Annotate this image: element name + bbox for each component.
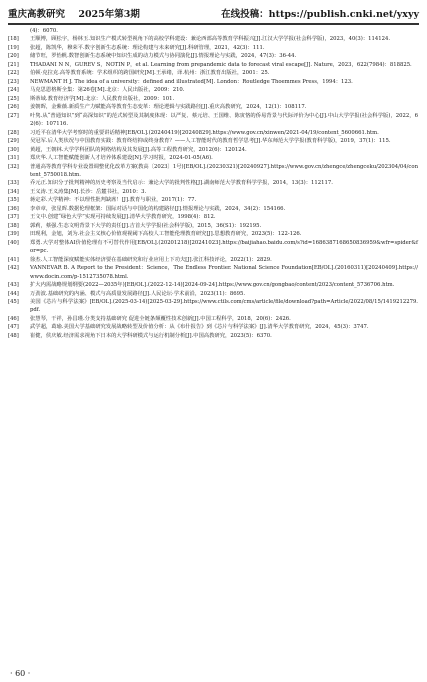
- reference-item: [8, 35, 418, 43]
- reference-item: [8, 256, 418, 264]
- reference-number: [45]: [8, 299, 19, 305]
- reference-number: [38]: [8, 222, 19, 229]
- reference-text: 储节旺，罗怡帆.数智创新生态系统中知识生成的动力模式与协同演化[J].情报理论与实践，2024，47(3)：36-44.: [30, 53, 297, 60]
- issue-label: 2025年第3期: [78, 9, 140, 20]
- reference-number: [29]: [8, 138, 19, 145]
- reference-text: THADANI N N，GUREV S，NOTIN P，et al. Learning from prepandemic data to forecast viral escape[J]. Nature，2023，622(7984)：818825.: [30, 61, 412, 68]
- reference-text: 扩大内需战略规划纲要(2022—2035年)[EB/OL].(2022-12-14)[2024-09-24].https://www.gov.cn/gongbao/content/2023/content_5736706.htm.: [30, 282, 395, 289]
- reference-item: [8, 264, 418, 281]
- page-number: · 60 ·: [10, 669, 31, 678]
- reference-text: 蒋定彩.大学精神：不以理性批判缺席！[J].教育与职业，2017(1)：77.: [30, 197, 197, 204]
- reference-item: [8, 298, 418, 315]
- reference-item: [8, 52, 418, 60]
- reference-text: 李章章，张星晖.数据伦理框架：国际对话与中国化的构建路径[J].情报理论与实践，2024，34(2)：154166.: [30, 205, 286, 212]
- reference-number: [41]: [8, 256, 19, 263]
- reference-number: [48]: [8, 332, 19, 339]
- reference-text: 郑勇.大学对整体AI价值伦理有不可替代作用[EB/OL].(20201218)[20241023].https://baijiahao.baidu.com/s?id=1686387168650836959&wfr=spider&for=pc.: [30, 239, 418, 255]
- reference-item: [8, 95, 418, 103]
- reference-text: 张慧琴，干祥，孙昌瑾.分类支持基础研究 促进全链条颠覆性技术创新[J].中国工程科学，2018，20(6)：2426.: [30, 315, 291, 322]
- reference-item: [8, 78, 418, 86]
- reference-text: 万劲波.基础研究的内涵、模式与高质量发展路径[J].人民论坛·学术前沿，2023(11)：8695.: [30, 290, 246, 297]
- reference-item: [8, 188, 418, 196]
- reference-text: 斯蒂域.教育经济学[M].北京：人民教育出版社，2009：101.: [30, 95, 175, 102]
- reference-number: [21]: [8, 61, 19, 68]
- reference-text: 郑庆华.人工智能赋能创新人才培养体系建设[N].学习时报，2024-01-05(A6).: [30, 155, 213, 162]
- reference-item: [8, 163, 418, 180]
- reference-list: [8, 27, 418, 340]
- reference-text: 王文中.创建“绿色大学”实现可持续发展[J].清华大学教育研究，1998(4)：812.: [30, 214, 216, 221]
- running-header: [8, 6, 419, 20]
- reference-item: [8, 86, 418, 94]
- reference-number: [25]: [8, 95, 19, 102]
- reference-number: [28]: [8, 129, 19, 136]
- reference-number: [44]: [8, 290, 19, 297]
- header-rule: [8, 23, 419, 25]
- reference-item: [8, 239, 418, 256]
- reference-number: [46]: [8, 315, 19, 322]
- reference-item: [8, 315, 418, 323]
- reference-number: [20]: [8, 53, 19, 60]
- reference-item: [8, 103, 418, 111]
- reference-number: [39]: [8, 231, 19, 238]
- journal-name: 重庆高教研究: [8, 9, 66, 20]
- reference-number: [36]: [8, 205, 19, 212]
- reference-number: [18]: [8, 36, 19, 43]
- reference-text: 姜朝晖，金紫薇.新质生产力赋能高等教育生态变革：理论逻辑与实践路径[J].重庆高教研究，2024，12(1)：108117.: [30, 104, 307, 111]
- reference-item: [8, 112, 418, 129]
- reference-number: [26]: [8, 104, 19, 111]
- reference-number: [37]: [8, 214, 19, 221]
- reference-text: 伯顿·克拉克.高等教育系统：学术组织的跨国研究[M].王承绪，译.杭州：浙江教育出版社，2001：25.: [30, 70, 270, 77]
- reference-number: [43]: [8, 282, 19, 289]
- reference-text: VANNEVAR B. A Report to the President：Science，The Endless Frontier. National Science Foundation[EB/OL].(20160311)[20240409].https://www.docin.com/p-1512735078.html.: [30, 265, 418, 280]
- reference-item: [8, 27, 418, 35]
- reference-number: [30]: [8, 146, 19, 153]
- reference-text: 田现利，金旭，刘为.社会主义核心价值观视阈下高校人工智能伦理教育研究[J].思想教育研究，2023(5)：122-126.: [30, 231, 302, 238]
- reference-number: [24]: [8, 87, 19, 94]
- reference-text: 马克思恩格斯全集：第26卷[M].北京：人民出版社，2009：210.: [30, 87, 185, 94]
- reference-text: NEWMANT H J. The idea of a university：defined and illustrated[M]. London：Routledge Thoemmes Press，1994：123.: [30, 78, 353, 85]
- reference-text: 王义涛.王义涛集[M].长沙：岳麓书社，2010：3.: [30, 188, 147, 195]
- reference-item: [8, 137, 418, 145]
- reference-text: 叶隽.从“普通知识”到“高深知识”的范式转型及其制度体现：以严复、蔡元培、王国维、陈寅恪的侨易背景与代际评价为中心[J].中山大学学报(社会科学版)，2022，62(6)：107116.: [30, 112, 418, 128]
- reference-text: 徐杰.人工智能深度赋能实体经济要在基础研究和行业应用上下功夫[J].张江科技评论，2022(1)：2829.: [30, 256, 272, 263]
- reference-number: [27]: [8, 112, 19, 119]
- reference-item: [8, 332, 418, 340]
- reference-item: [8, 213, 418, 221]
- reference-text: 习近平在清华大学考察时的重要讲话精神[EB/OL].(20240419)[20240829].https://www.gov.cn/xinwen/2021-04/19/content_5600661.htm.: [30, 129, 379, 136]
- reference-text: 武学超，葛瑜.美国大学基础研究发展战略转型及价值分析：从《布什报告》到《芯片与科学法案》[J].清华大学教育研究，2024，45(3)：3747.: [30, 324, 369, 331]
- reference-item: [8, 179, 418, 187]
- reference-text: 黄超，王朝林.大学学科团队的网络结构及其发展[J].高等工程教育研究，2012(6)：120124.: [30, 146, 247, 153]
- reference-number: [47]: [8, 324, 19, 331]
- reference-item: [8, 154, 418, 162]
- reference-text: 张超，陈凯华，穆荣平.数字创新生态系统：理论构建与未来研究[J].科研管理，2021，42(3)：111.: [30, 44, 265, 51]
- reference-text: 美国《芯片与科学法案》[EB/OL].(2025-03-14)[2025-03-29].https://www.ctils.com/cms/article/file/download?path=Article/2022/08/15/1419212279.pdf.: [30, 299, 418, 314]
- reference-number: [19]: [8, 44, 19, 51]
- reference-text: (4)：6070.: [30, 28, 58, 34]
- reference-item: [8, 69, 418, 77]
- reference-item: [8, 61, 418, 69]
- reference-item: [8, 44, 418, 52]
- reference-item: [8, 290, 418, 298]
- reference-text: 郭莉，蔡强.生态文明背景下大学的责任[J].吉首大学学报(社会科学版)，2015，36(S1)：192195.: [30, 222, 262, 229]
- reference-text: 王顺博，顾松宇，杨林玉.知识生产模式转型视角下的高校学科建设：兼论西部高等教育学科振兴[J].江汉大学学报(社会科学版)，2023，40(3)：114124.: [30, 36, 391, 43]
- reference-text: 崔健，侯庆敏.经济需求视角下日本的大学科研模式与运行机制分析[J].中国高教研究，2023(5)：6370.: [30, 332, 272, 339]
- reference-item: [8, 205, 418, 213]
- reference-number: [32]: [8, 163, 19, 170]
- header-left: [8, 6, 150, 20]
- reference-text: 乔元正.知识分子批判精神的历史考察及当代启示：兼论大学的批判性格[J].湖南师范大学教育科学学报，2014，13(3)：112117.: [30, 180, 333, 187]
- reference-number: [23]: [8, 78, 19, 85]
- reference-item: [8, 281, 418, 289]
- reference-item: [8, 222, 418, 230]
- reference-number: [34]: [8, 188, 19, 195]
- submission-url: 在线投稿：https://publish.cnki.net/yxyy: [221, 9, 419, 20]
- reference-number: [22]: [8, 70, 19, 77]
- reference-number: [42]: [8, 265, 19, 272]
- reference-item: [8, 230, 418, 238]
- reference-item: [8, 323, 418, 331]
- reference-number: [40]: [8, 239, 19, 246]
- reference-text: 吴冠军.后人类状况与中国教育实践：教育终结抑或终身教育？——人工智能时代的教育哲学思考[J].华东师范大学学报(教育科学版)，2019，37(1)：115.: [30, 138, 391, 145]
- reference-item: [8, 196, 418, 204]
- reference-number: [33]: [8, 180, 19, 187]
- reference-number: [31]: [8, 155, 19, 162]
- reference-text: 普通高等教育学科专业设置调整优化改革方案(教高〔2023〕1号)[EB/OL].(20230321)[20240927].https://www.gov.cn/zhengce/zhengceku/202304/04/content_5750018.htm.: [30, 163, 418, 178]
- reference-item: [8, 129, 418, 137]
- reference-number: [35]: [8, 197, 19, 204]
- reference-item: [8, 146, 418, 154]
